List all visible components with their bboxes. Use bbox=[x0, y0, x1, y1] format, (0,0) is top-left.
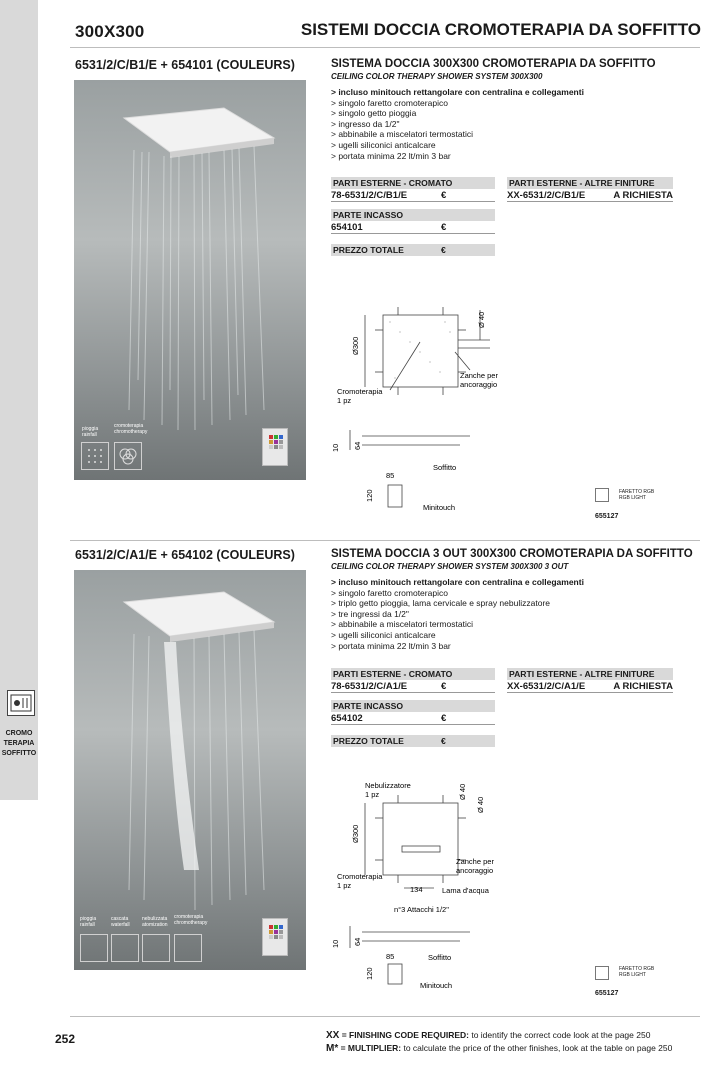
dim-300: Ø300 bbox=[351, 336, 360, 355]
product-2-technical-drawing bbox=[320, 778, 530, 998]
photo-1-icon-label-rain: pioggia rainfall bbox=[82, 426, 99, 438]
product-1-price-table bbox=[331, 177, 495, 256]
minitouch-label: Minitouch bbox=[423, 503, 456, 512]
dim-120: 120 bbox=[365, 489, 374, 502]
ext-chrome-header: PARTI ESTERNE - CROMATO bbox=[331, 668, 495, 680]
atomization-icon bbox=[142, 934, 170, 962]
dim-40: Ø 40 bbox=[477, 311, 486, 328]
zanche-label-2: ancoraggio bbox=[460, 380, 498, 389]
dim-85: 85 bbox=[386, 952, 395, 961]
dim-10: 10 bbox=[331, 939, 340, 948]
shower-category-icon bbox=[7, 690, 35, 716]
zanche-label-1: Zanche per bbox=[456, 857, 494, 866]
product-2-title: SISTEMA DOCCIA 3 OUT 300X300 CROMOTERAPIA DA SOFFITTO bbox=[331, 548, 693, 560]
incasso-row: 654102 € bbox=[331, 712, 495, 725]
footer-note-multiplier: M* = MULTIPLIER: to calculate the price of the other finishes, look at the table on page 250 bbox=[326, 1043, 673, 1054]
minitouch-remote-image bbox=[262, 918, 288, 956]
rgb-light-icon-1 bbox=[595, 488, 609, 502]
rgb-code-1: 655127 bbox=[595, 513, 619, 520]
ext-chrome-row: 78-6531/2/C/A1/E € bbox=[331, 680, 495, 693]
product-1-technical-drawing bbox=[320, 290, 530, 520]
cromo-label-2: 1 pz bbox=[337, 881, 352, 890]
minitouch-label: Minitouch bbox=[420, 981, 453, 990]
soffitto-label: Soffitto bbox=[433, 463, 457, 472]
nebul-label-2: 1 pz bbox=[365, 790, 380, 799]
dim-134: 134 bbox=[410, 885, 423, 894]
page-number: 252 bbox=[55, 1032, 76, 1046]
attacchi-label: n°3 Attacchi 1/2" bbox=[394, 905, 449, 914]
sidebar-label-3: SOFFITTO bbox=[1, 750, 37, 757]
product-1-code-title: 6531/2/C/B1/E + 654101 (COULEURS) bbox=[75, 58, 295, 72]
minitouch-remote-image bbox=[262, 428, 288, 466]
product-1-features: > incluso minitouch rettangolare con centralina e collegamenti > singolo faretto cromoterapico > singolo getto pioggia > ingresso da 1/2" > abbinabile a miscelatori termostatici > ugelli siliconici anticalcare > portata minima 22 lt/min 3 bar bbox=[331, 87, 584, 161]
cromo-label-2: 1 pz bbox=[337, 396, 352, 405]
product-1-subtitle: CEILING COLOR THERAPY SHOWER SYSTEM 300X300 bbox=[331, 72, 543, 81]
product-divider bbox=[70, 540, 700, 541]
photo-2-label-chromo: cromoterapia chromotherapy bbox=[174, 914, 208, 926]
ext-other-header: PARTI ESTERNE - ALTRE FINITURE bbox=[507, 177, 673, 189]
dim-120: 120 bbox=[365, 967, 374, 980]
product-2-code-title: 6531/2/C/A1/E + 654102 (COULEURS) bbox=[75, 548, 295, 562]
chromotherapy-icon bbox=[174, 934, 202, 962]
dim-300: Ø300 bbox=[351, 824, 360, 843]
ext-other-header: PARTI ESTERNE - ALTRE FINITURE bbox=[507, 668, 673, 680]
product-2-other-finishes bbox=[507, 668, 673, 693]
dim-10: 10 bbox=[331, 443, 340, 452]
total-row: PREZZO TOTALE € bbox=[331, 735, 495, 747]
cromo-label-1: Cromoterapia bbox=[337, 387, 383, 396]
photo-2-label-waterfall: cascata waterfall bbox=[111, 916, 130, 928]
footer-divider bbox=[70, 1016, 700, 1017]
dim-40b: Ø 40 bbox=[476, 796, 485, 813]
rgb-label-1: FARETTO RGB RGB LIGHT bbox=[619, 489, 655, 501]
page-size-title: 300X300 bbox=[75, 22, 145, 41]
incasso-header: PARTE INCASSO bbox=[331, 700, 495, 712]
rgb-label-2: FARETTO RGB RGB LIGHT bbox=[619, 966, 655, 978]
soffitto-label: Soffitto bbox=[428, 953, 452, 962]
dim-40a: Ø 40 bbox=[458, 783, 467, 800]
dim-64: 64 bbox=[353, 441, 362, 450]
sidebar-label-2: TERAPIA bbox=[3, 740, 35, 747]
rainfall-icon bbox=[81, 442, 109, 470]
product-2-photo bbox=[74, 570, 306, 970]
ext-chrome-header: PARTI ESTERNE - CROMATO bbox=[331, 177, 495, 189]
ext-chrome-row: 78-6531/2/C/B1/E € bbox=[331, 189, 495, 202]
rgb-light-icon-2 bbox=[595, 966, 609, 980]
incasso-row: 654101 € bbox=[331, 221, 495, 234]
dim-85: 85 bbox=[386, 471, 395, 480]
ext-other-row: XX-6531/2/C/A1/E A RICHIESTA bbox=[507, 681, 673, 692]
cromo-label-1: Cromoterapia bbox=[337, 872, 383, 881]
photo-1-icon-label-chromo: cromoterapia chromotherapy bbox=[114, 423, 148, 435]
photo-2-label-rain: pioggia rainfall bbox=[80, 916, 97, 928]
nebul-label-1: Nebulizzatore bbox=[365, 781, 411, 790]
zanche-label-1: Zanche per bbox=[460, 371, 498, 380]
photo-2-label-atomization: nebulizzata atomization bbox=[142, 916, 168, 928]
rainfall-icon bbox=[80, 934, 108, 962]
product-2-subtitle: CEILING COLOR THERAPY SHOWER SYSTEM 300X300 3 OUT bbox=[331, 562, 569, 571]
rgb-code-2: 655127 bbox=[595, 990, 619, 997]
category-sidebar bbox=[0, 0, 38, 800]
product-2-price-table bbox=[331, 668, 495, 747]
dim-64: 64 bbox=[353, 937, 362, 946]
product-1-title: SISTEMA DOCCIA 300X300 CROMOTERAPIA DA SOFFITTO bbox=[331, 58, 656, 70]
page-category-title: SISTEMI DOCCIA CROMOTERAPIA DA SOFFITTO bbox=[300, 20, 701, 39]
product-2-features: > incluso minitouch rettangolare con centralina e collegamenti > singolo faretto cromoterapico > triplo getto pioggia, lama cervicale e spray nebulizzatore > tre ingressi da 1/2" > abbinabile a miscelatori termostatici > ugelli siliconici anticalcare > portata minima 22 lt/min 3 bar bbox=[331, 577, 584, 651]
header-divider bbox=[70, 47, 700, 48]
ext-other-row: XX-6531/2/C/B1/E A RICHIESTA bbox=[507, 190, 673, 201]
lama-label: Lama d'acqua bbox=[442, 886, 489, 895]
product-1-other-finishes bbox=[507, 177, 673, 202]
sidebar-label-1: CROMO bbox=[5, 730, 33, 737]
footer-note-xx: XX = FINISHING CODE REQUIRED: to identify the correct code look at the page 250 bbox=[326, 1030, 651, 1041]
incasso-header: PARTE INCASSO bbox=[331, 209, 495, 221]
waterfall-icon bbox=[111, 934, 139, 962]
zanche-label-2: ancoraggio bbox=[456, 866, 494, 875]
product-1-photo bbox=[74, 80, 306, 480]
chromotherapy-icon bbox=[114, 442, 142, 470]
total-row: PREZZO TOTALE € bbox=[331, 244, 495, 256]
